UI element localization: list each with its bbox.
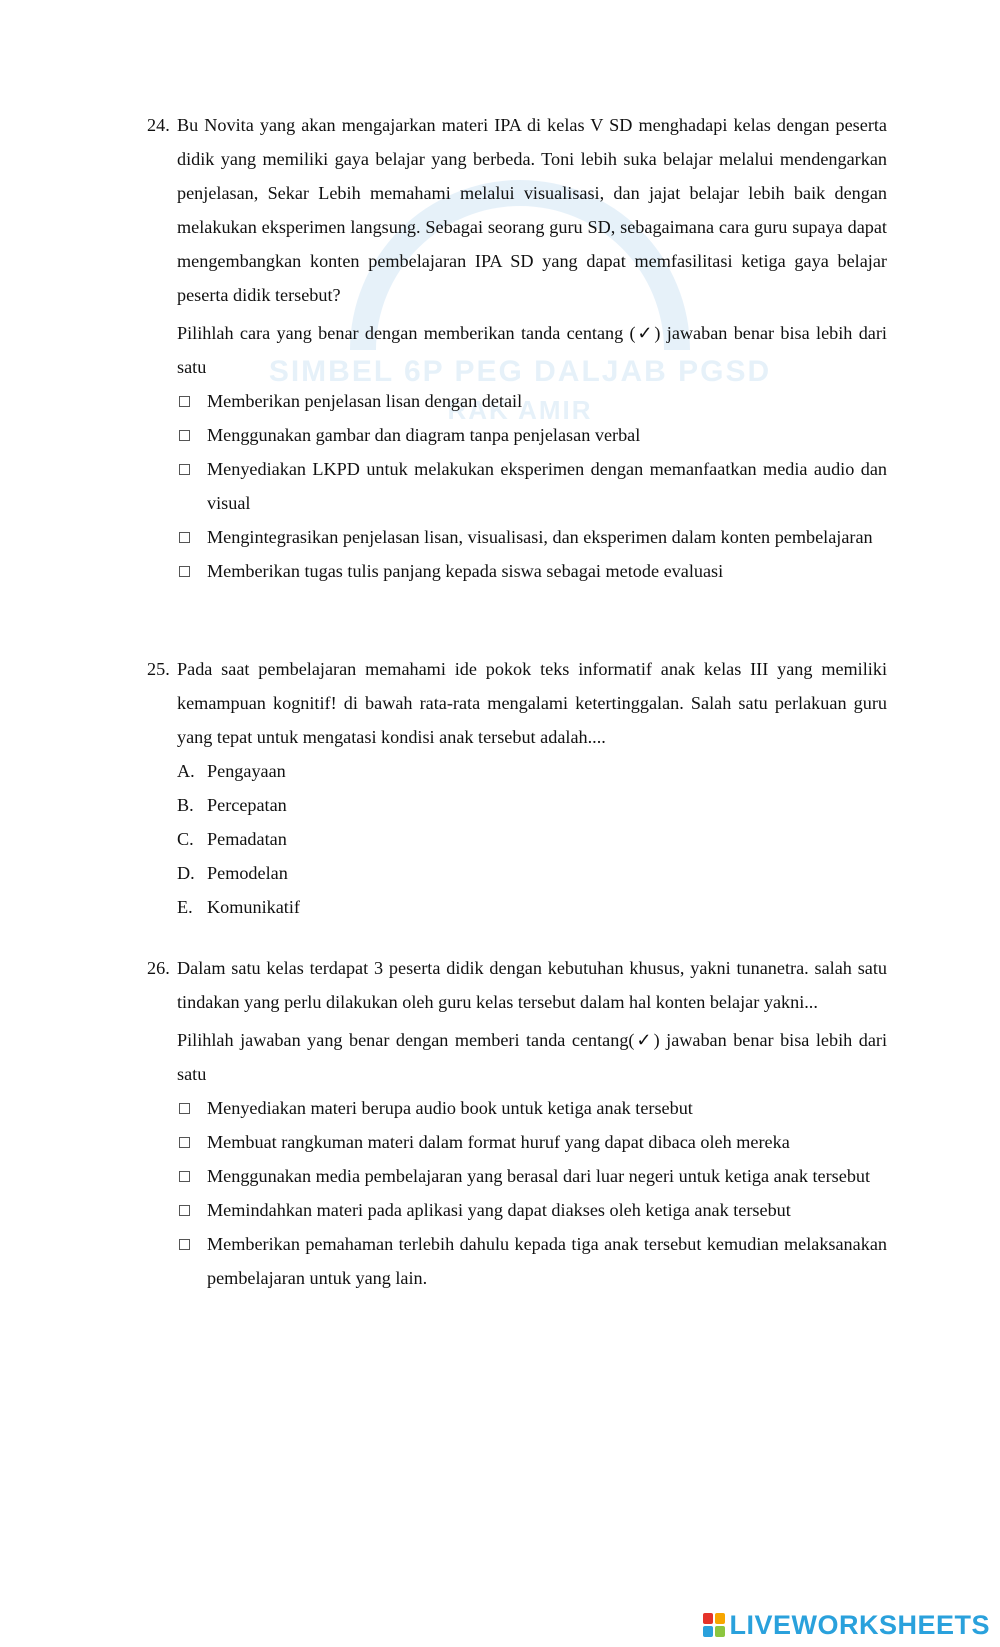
answer-option [177, 1125, 887, 1159]
answer-option-a[interactable] [177, 754, 887, 788]
answer-option [177, 384, 887, 418]
question-text: Bu Novita yang akan mengajarkan materi IPA di kelas V SD menghadapi kelas dengan peserta didik yang memiliki gaya belajar yang berbeda. Toni lebih suka belajar melalui mendengarkan penjelasan, Sekar Lebih memahami melalui visualisasi, dan jajat belajar lebih baik dengan melakukan eksperimen langsung. Sebagai seorang guru SD, sebagaimana cara guru supaya dapat mengembangkan konten pembelajaran IPA SD yang dapat memfasilitasi ketiga gaya belajar peserta didik tersebut? [177, 115, 887, 305]
answer-checkbox[interactable] [179, 1137, 190, 1148]
logo-square-icon [703, 1613, 713, 1624]
answer-option-b[interactable] [177, 788, 887, 822]
question-number: 25. [147, 659, 170, 679]
answer-option-label: Menggunakan media pembelajaran yang berasal dari luar negeri untuk ketiga anak tersebut [207, 1166, 871, 1186]
answer-option [177, 1227, 887, 1295]
answer-option [177, 554, 887, 588]
answer-option [177, 1193, 887, 1227]
answer-checkbox[interactable] [179, 430, 190, 441]
watermark-line-2: RAK AMIR [447, 395, 593, 425]
question-instruction: Pilihlah jawaban yang benar dengan memberi tanda centang(✓) jawaban benar bisa lebih dari satu [177, 1030, 887, 1084]
question-number: 26. [147, 958, 170, 978]
answer-option [177, 1091, 887, 1125]
option-letter: E. [177, 897, 193, 917]
answer-option-label: Mengintegrasikan penjelasan lisan, visualisasi, dan eksperimen dalam konten pembelajaran [207, 527, 873, 547]
answer-option-label: Memberikan pemahaman terlebih dahulu kepada tiga anak tersebut kemudian melaksanakan pembelajaran untuk yang lain. [207, 1234, 887, 1288]
question-number: 24. [147, 115, 170, 135]
answer-option-label: Pemadatan [207, 829, 287, 849]
answer-option [177, 1159, 887, 1193]
option-letter: B. [177, 795, 194, 815]
answer-checkbox[interactable] [179, 464, 190, 475]
answer-option-label: Memberikan penjelasan lisan dengan detail [207, 391, 523, 411]
answer-checkbox[interactable] [179, 1171, 190, 1182]
answer-option-label: Menyediakan materi berupa audio book untuk ketiga anak tersebut [207, 1098, 693, 1118]
answer-option-label: Menggunakan gambar dan diagram tanpa penjelasan verbal [207, 425, 641, 445]
liveworksheets-logo [703, 1608, 990, 1642]
question-24 [147, 108, 887, 588]
liveworksheets-logo-icon [703, 1613, 725, 1637]
question-25 [147, 652, 887, 924]
answer-option-label: Komunikatif [207, 897, 300, 917]
option-letter: D. [177, 863, 195, 883]
question-text: Pada saat pembelajaran memahami ide pokok teks informatif anak kelas III yang memiliki kemampuan kognitif! di bawah rata-rata mengalami ketertinggalan. Salah satu perlakuan guru yang tepat untuk mengatasi kondisi anak tersebut adalah.... [177, 659, 887, 747]
logo-square-icon [715, 1613, 725, 1624]
answer-option-label: Pemodelan [207, 863, 288, 883]
answer-option [177, 452, 887, 520]
question-26 [147, 951, 887, 1295]
answer-option [177, 418, 887, 452]
question-instruction: Pilihlah cara yang benar dengan memberikan tanda centang (✓) jawaban benar bisa lebih dari satu [177, 323, 887, 377]
answer-checkbox[interactable] [179, 1239, 190, 1250]
question-text: Dalam satu kelas terdapat 3 peserta didik dengan kebutuhan khusus, yakni tunanetra. salah satu tindakan yang perlu dilakukan oleh guru kelas tersebut dalam hal konten belajar yakni... [177, 958, 887, 1012]
answer-option [177, 520, 887, 554]
logo-square-icon [715, 1626, 725, 1637]
option-letter: A. [177, 761, 195, 781]
answer-option-d[interactable] [177, 856, 887, 890]
answer-option-label: Menyediakan LKPD untuk melakukan eksperimen dengan memanfaatkan media audio dan visual [207, 459, 887, 513]
option-letter: C. [177, 829, 194, 849]
answer-option-e[interactable] [177, 890, 887, 924]
liveworksheets-logo-text: LIVEWORKSHEETS [729, 1609, 990, 1640]
answer-option-label: Pengayaan [207, 761, 286, 781]
watermark-line-1: SIMBEL 6P PEG DALJAB PGSD [268, 355, 772, 388]
answer-option-label: Memindahkan materi pada aplikasi yang dapat diakses oleh ketiga anak tersebut [207, 1200, 791, 1220]
answer-option-label: Memberikan tugas tulis panjang kepada siswa sebagai metode evaluasi [207, 561, 724, 581]
logo-square-icon [703, 1626, 713, 1637]
answer-option-c[interactable] [177, 822, 887, 856]
answer-option-label: Percepatan [207, 795, 287, 815]
answer-checkbox[interactable] [179, 1205, 190, 1216]
answer-checkbox[interactable] [179, 532, 190, 543]
answer-checkbox[interactable] [179, 396, 190, 407]
answer-checkbox[interactable] [179, 1103, 190, 1114]
answer-checkbox[interactable] [179, 566, 190, 577]
answer-option-label: Membuat rangkuman materi dalam format huruf yang dapat dibaca oleh mereka [207, 1132, 790, 1152]
